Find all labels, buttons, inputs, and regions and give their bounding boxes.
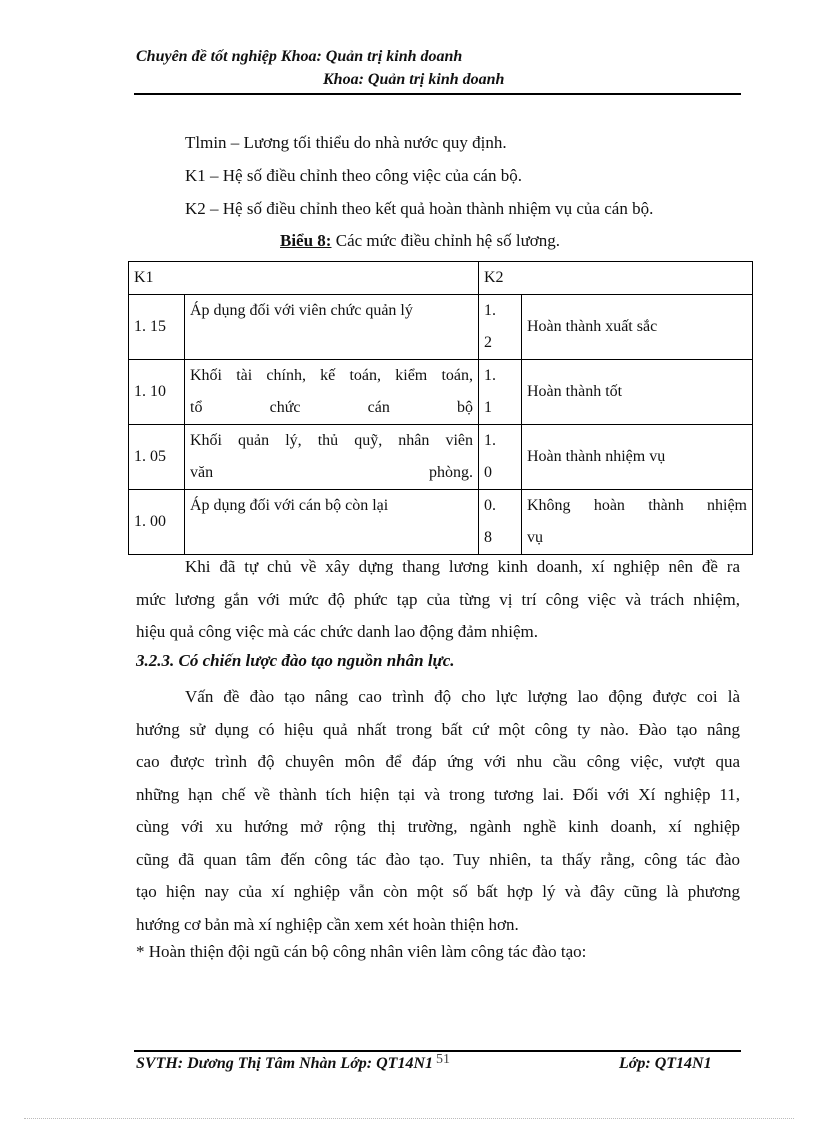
- page-number: 51: [436, 1052, 450, 1067]
- paragraph-line: cũng đã quan tâm đến công tác đào tạo. Tuy nhiên, ta thấy rằng, công tác đào: [136, 849, 740, 869]
- definition-k2: K2 – Hệ số điều chỉnh theo kết quả hoàn thành nhiệm vụ của cán bộ.: [185, 199, 654, 218]
- paragraph-line: cao được trình độ chuyên môn để đáp ứng với nhu cầu công việc, vượt qua: [136, 752, 740, 771]
- k2-description: [522, 425, 753, 490]
- paragraph-line: hướng cơ bản mà xí nghiệp cần xem xét hoàn thiện hơn.: [136, 914, 519, 934]
- paragraph-line: hướng sử dụng có hiệu quả nhất trong bất cứ một công ty nào. Đào tạo nâng: [136, 719, 740, 739]
- k1-description-line: Áp dụng đối với viên chức quản lý: [190, 302, 413, 319]
- k2-description: [522, 490, 753, 555]
- k1-value: 1. 10: [129, 360, 185, 425]
- k2-value-part: 8: [484, 529, 492, 546]
- k2-value: [479, 360, 522, 425]
- paragraph-line: tạo hiện nay của xí nghiệp vẫn còn một số bất hợp lý và đây cũng là phương: [136, 882, 740, 901]
- definition-k1: K1 – Hệ số điều chỉnh theo công việc của cán bộ.: [185, 166, 523, 185]
- paragraph-line: Khi đã tự chủ về xây dựng thang lương kinh doanh, xí nghiệp nên đề ra: [185, 557, 740, 576]
- k2-description-line: vụ: [527, 529, 543, 546]
- k1-description: [185, 360, 479, 425]
- footer-author: SVTH: Dương Thị Tâm Nhàn Lớp: QT14N1: [136, 1055, 433, 1072]
- table-caption: [280, 231, 560, 251]
- k1-description: [185, 295, 479, 360]
- k2-value-part: 0.: [484, 497, 496, 514]
- k2-value-part: 2: [484, 334, 492, 351]
- k1-description-line: Khối tài chính, kế toán, kiểm toán,: [190, 367, 473, 384]
- k1-description-line: Khối quản lý, thủ quỹ, nhân viên: [190, 432, 473, 449]
- paragraph-line: cùng với xu hướng mở rộng thị trường, ngành nghề kinh doanh, xí nghiệp: [136, 817, 740, 836]
- k1-description-line: văn phòng.: [190, 464, 473, 481]
- k2-value-part: 1.: [484, 367, 496, 384]
- k2-description: [522, 360, 753, 425]
- paragraph-line: hiệu quả công việc mà các chức danh lao động đảm nhiệm.: [136, 622, 538, 641]
- header-faculty: Khoa: Quản trị kinh doanh: [323, 71, 505, 88]
- bullet-item: * Hoàn thiện đội ngũ cán bộ công nhân viên làm công tác đào tạo:: [136, 942, 587, 961]
- table-row: [129, 425, 753, 490]
- paragraph-training: [136, 681, 740, 941]
- table-header-row: [129, 262, 753, 295]
- header-rule: [134, 93, 741, 95]
- k2-description: [522, 295, 753, 360]
- k1-value: 1. 00: [129, 490, 185, 555]
- k2-description-line: Hoàn thành nhiệm vụ: [527, 448, 666, 465]
- k1-description-line: Áp dụng đối với cán bộ còn lại: [190, 497, 389, 514]
- k2-value-part: 1.: [484, 432, 496, 449]
- table-caption-text: Các mức điều chỉnh hệ số lương.: [331, 231, 561, 250]
- paragraph-line: mức lương gắn với mức độ phức tạp của từng vị trí công việc và trách nhiệm,: [136, 589, 740, 609]
- k1-description-line: tổ chức cán bộ: [190, 399, 473, 416]
- paragraph-line: Vấn đề đào tạo nâng cao trình độ cho lực lượng lao động được coi là: [185, 687, 740, 706]
- k1-description: [185, 490, 479, 555]
- header-k2: K2: [479, 262, 753, 295]
- table-row: [129, 360, 753, 425]
- paragraph-line: những hạn chế về thành tích hiện tại và trong tương lai. Đối với Xí nghiệp 11,: [136, 784, 740, 804]
- k2-value-part: 1.: [484, 302, 496, 319]
- k2-value: [479, 425, 522, 490]
- table-row: [129, 490, 753, 555]
- table-caption-label: Biểu 8:: [280, 231, 332, 250]
- k2-value: [479, 295, 522, 360]
- k2-description-line: Hoàn thành xuất sắc: [527, 318, 658, 335]
- k1-value: 1. 15: [129, 295, 185, 360]
- k2-value: [479, 490, 522, 555]
- header-k1: K1: [129, 262, 479, 295]
- k1-value: 1. 05: [129, 425, 185, 490]
- k2-value-part: 1: [484, 399, 492, 416]
- page-edge-divider: [24, 1118, 794, 1119]
- k2-description-line: Hoàn thành tốt: [527, 383, 623, 400]
- k2-description-line: Không hoàn thành nhiệm: [527, 497, 747, 514]
- table-row: [129, 295, 753, 360]
- k1-description: [185, 425, 479, 490]
- k2-value-part: 0: [484, 464, 492, 481]
- footer-class: Lớp: QT14N1: [619, 1055, 712, 1072]
- section-heading: 3.2.3. Có chiến lược đào tạo nguồn nhân lực.: [136, 651, 455, 670]
- paragraph-salary: [136, 551, 740, 649]
- header-title: Chuyên đề tốt nghiệp Khoa: Quản trị kinh doanh: [136, 48, 463, 65]
- definition-tlmin: Tlmin – Lương tối thiểu do nhà nước quy định.: [185, 133, 507, 152]
- salary-coefficient-table: [128, 261, 753, 555]
